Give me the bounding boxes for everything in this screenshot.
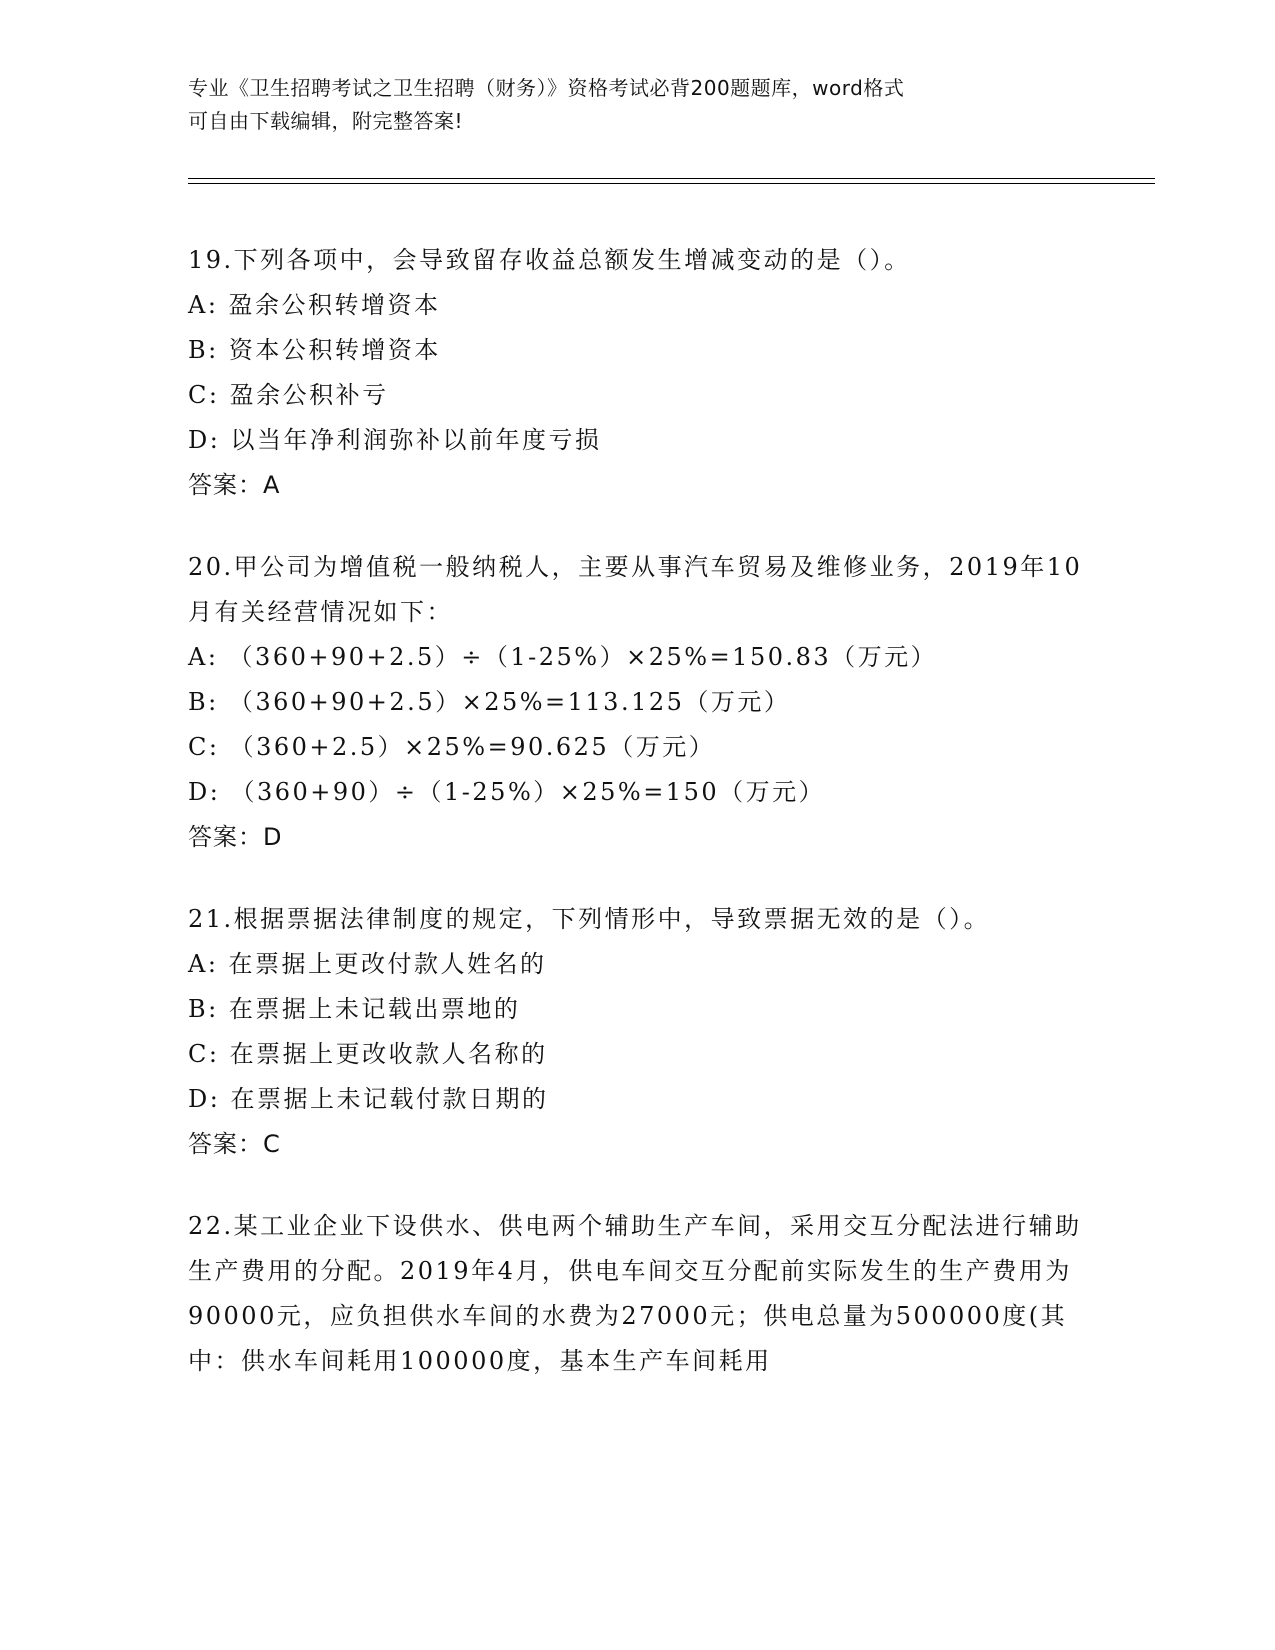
option-a: A: （360+90+2.5）÷（1-25%）×25%=150.83（万元） bbox=[188, 643, 938, 671]
option-b: B: （360+90+2.5）×25%=113.125（万元） bbox=[188, 688, 791, 716]
header-divider bbox=[188, 178, 1155, 179]
option-c: C: 盈余公积补亏 bbox=[188, 381, 389, 409]
option-c: C: （360+2.5）×25%=90.625（万元） bbox=[188, 733, 716, 761]
question-19 bbox=[188, 238, 1088, 508]
question-stem: 21.根据票据法律制度的规定，下列情形中，导致票据无效的是（）。 bbox=[188, 905, 991, 933]
question-20 bbox=[188, 545, 1088, 860]
option-d: D: 在票据上未记载付款日期的 bbox=[188, 1085, 549, 1113]
option-d: D: 以当年净利润弥补以前年度亏损 bbox=[188, 426, 602, 454]
option-a: A: 在票据上更改付款人姓名的 bbox=[188, 950, 547, 978]
answer-label: 答案：C bbox=[188, 1130, 281, 1158]
option-a: A: 盈余公积转增资本 bbox=[188, 291, 441, 319]
question-stem: 22.某工业企业下设供水、供电两个辅助生产车间，采用交互分配法进行辅助生产费用的分配。2019年4月，供电车间交互分配前实际发生的生产费用为90000元，应负担供水车间的水费为27000元；供电总量为500000度(其中：供水车间耗用100000度，基本生产车间耗用 bbox=[188, 1212, 1082, 1375]
question-stem: 19.下列各项中，会导致留存收益总额发生增减变动的是（）。 bbox=[188, 246, 911, 274]
answer-label: 答案：A bbox=[188, 471, 281, 499]
question-22 bbox=[188, 1204, 1088, 1384]
option-b: B: 资本公积转增资本 bbox=[188, 336, 441, 364]
question-list bbox=[188, 238, 1088, 1421]
question-21 bbox=[188, 897, 1088, 1167]
answer-label: 答案：D bbox=[188, 823, 283, 851]
document-header bbox=[188, 72, 1068, 138]
option-d: D: （360+90）÷（1-25%）×25%=150（万元） bbox=[188, 778, 826, 806]
question-stem: 20.甲公司为增值税一般纳税人，主要从事汽车贸易及维修业务，2019年10月有关经营情况如下： bbox=[188, 553, 1083, 626]
option-c: C: 在票据上更改收款人名称的 bbox=[188, 1040, 548, 1068]
header-divider-secondary bbox=[188, 183, 1155, 184]
header-line-2: 可自由下载编辑，附完整答案! bbox=[188, 109, 464, 133]
header-line-1: 专业《卫生招聘考试之卫生招聘（财务）》资格考试必背200题题库，word格式 bbox=[188, 76, 905, 100]
option-b: B: 在票据上未记载出票地的 bbox=[188, 995, 521, 1023]
